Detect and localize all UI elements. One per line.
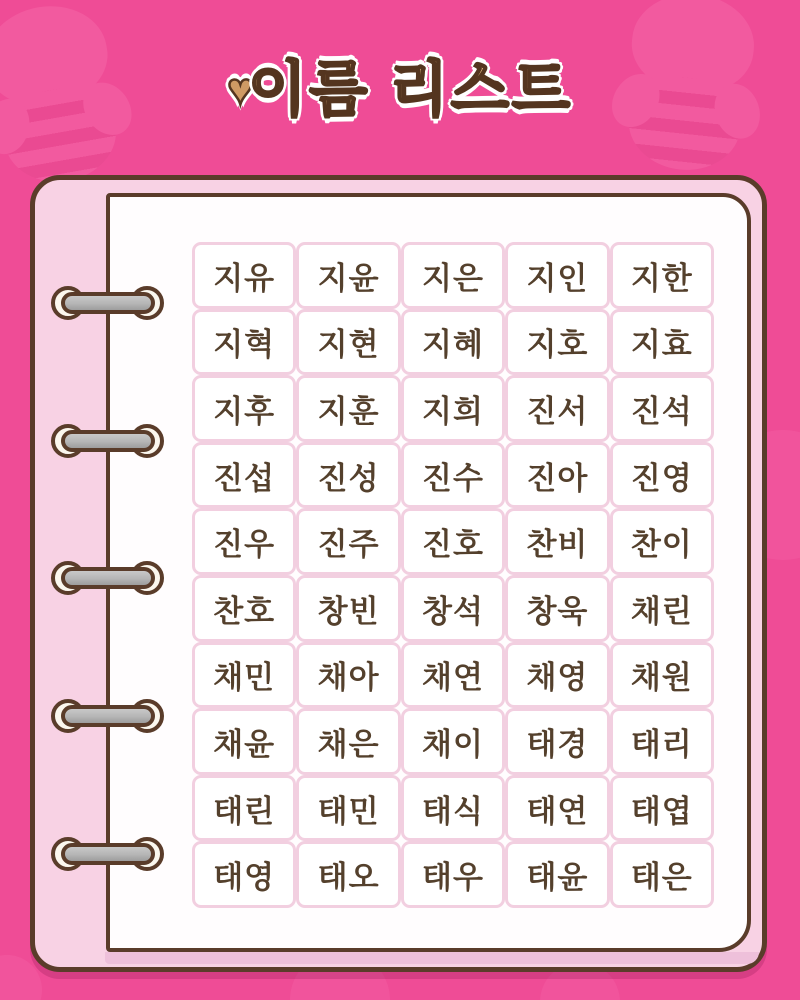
ring-bar-icon xyxy=(61,430,155,452)
name-cell: 진영 xyxy=(610,442,714,509)
ring-bar-icon xyxy=(61,292,155,314)
heart-icon: ♥ xyxy=(227,65,257,114)
binder-ring xyxy=(35,832,195,876)
name-cell: 태경 xyxy=(505,708,609,775)
name-cell: 지희 xyxy=(401,375,505,442)
name-cell: 지혁 xyxy=(192,309,296,376)
name-cell: 찬이 xyxy=(610,508,714,575)
name-cell: 채이 xyxy=(401,708,505,775)
binder-ring xyxy=(35,419,195,463)
background-blob xyxy=(0,955,42,1000)
name-cell: 지은 xyxy=(401,242,505,309)
name-cell: 진아 xyxy=(505,442,609,509)
ring-bar-icon xyxy=(61,843,155,865)
name-cell: 채아 xyxy=(296,642,400,709)
name-cell: 진석 xyxy=(610,375,714,442)
name-cell: 진호 xyxy=(401,508,505,575)
name-cell: 지혜 xyxy=(401,309,505,376)
name-cell: 창석 xyxy=(401,575,505,642)
name-cell: 진서 xyxy=(505,375,609,442)
name-cell: 채민 xyxy=(192,642,296,709)
name-cell: 채연 xyxy=(401,642,505,709)
name-cell: 태식 xyxy=(401,775,505,842)
name-cell: 태은 xyxy=(610,841,714,908)
name-cell: 태우 xyxy=(401,841,505,908)
ring-bar-icon xyxy=(61,567,155,589)
binder-ring xyxy=(35,694,195,738)
notebook-cover-bottom-band xyxy=(105,952,759,964)
name-cell: 태엽 xyxy=(610,775,714,842)
binder-ring xyxy=(35,281,195,325)
name-cell: 채영 xyxy=(505,642,609,709)
name-cell: 지인 xyxy=(505,242,609,309)
name-cell: 지윤 xyxy=(296,242,400,309)
name-cell: 지효 xyxy=(610,309,714,376)
ring-bar-icon xyxy=(61,705,155,727)
name-cell: 지후 xyxy=(192,375,296,442)
name-cell: 채린 xyxy=(610,575,714,642)
name-grid xyxy=(192,242,714,908)
binder-ring xyxy=(35,556,195,600)
page-title xyxy=(0,42,800,128)
name-cell: 지훈 xyxy=(296,375,400,442)
notebook-page xyxy=(106,193,751,952)
name-cell: 진성 xyxy=(296,442,400,509)
name-cell: 태민 xyxy=(296,775,400,842)
name-cell: 창빈 xyxy=(296,575,400,642)
name-cell: 찬비 xyxy=(505,508,609,575)
name-cell: 진우 xyxy=(192,508,296,575)
name-cell: 창욱 xyxy=(505,575,609,642)
name-cell: 태윤 xyxy=(505,841,609,908)
name-cell: 채윤 xyxy=(192,708,296,775)
name-cell: 진주 xyxy=(296,508,400,575)
notebook xyxy=(30,175,767,972)
name-cell: 태오 xyxy=(296,841,400,908)
name-cell: 태영 xyxy=(192,841,296,908)
name-cell: 태린 xyxy=(192,775,296,842)
name-cell: 찬호 xyxy=(192,575,296,642)
name-cell: 지한 xyxy=(610,242,714,309)
name-cell: 지호 xyxy=(505,309,609,376)
name-cell: 지유 xyxy=(192,242,296,309)
name-cell: 채은 xyxy=(296,708,400,775)
name-cell: 진섭 xyxy=(192,442,296,509)
name-cell: 채원 xyxy=(610,642,714,709)
page-title-text: 이름 리스트 xyxy=(248,56,573,123)
name-cell: 지현 xyxy=(296,309,400,376)
name-cell: 진수 xyxy=(401,442,505,509)
name-cell: 태리 xyxy=(610,708,714,775)
name-cell: 태연 xyxy=(505,775,609,842)
